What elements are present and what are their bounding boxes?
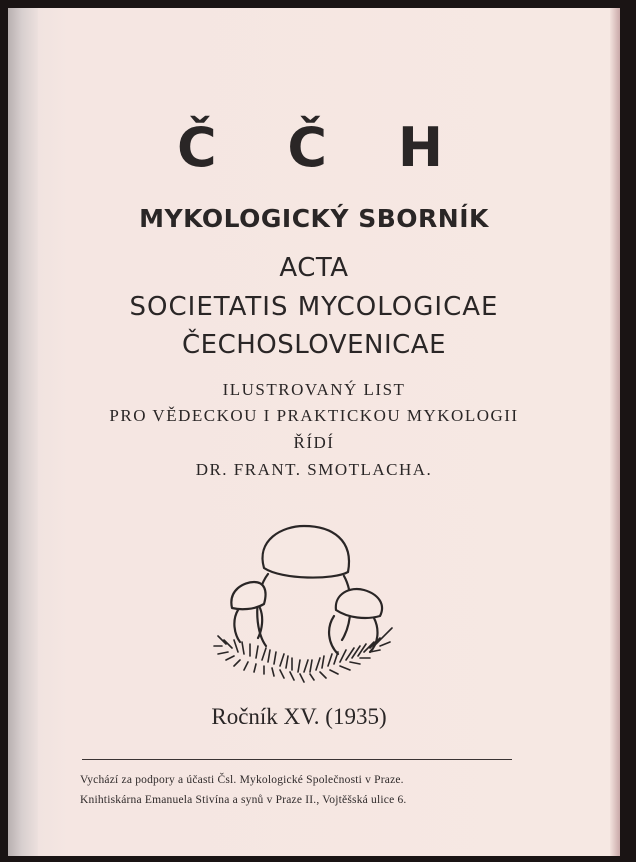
journal-title: Č Č H: [176, 116, 470, 179]
subtitle-line-3: ŘÍDÍ: [293, 433, 335, 452]
volume-label: Ročník XV. (1935): [211, 704, 387, 729]
title-line-4: ČECHOSLOVENICAE: [181, 330, 447, 360]
title-line-1: MYKOLOGICKÝ SBORNÍK: [139, 204, 489, 233]
subtitle-line-1: ILUSTROVANÝ LIST: [222, 380, 406, 399]
mushroom-icon: [204, 520, 404, 685]
publisher-note: Vychází za podpory a účasti Čsl. Mykologické Společnosti v Praze.: [80, 774, 404, 786]
footer-divider: [82, 759, 512, 760]
title-line-3: SOCIETATIS MYCOLOGICAE: [129, 292, 499, 322]
title-line-2: ACTA: [279, 253, 349, 283]
title-page: [8, 8, 620, 856]
printer-note: Knihtiskárna Emanuela Stivína a synů v Praze II., Vojtěšská ulice 6.: [80, 794, 407, 806]
subtitle-line-2: PRO VĚDECKOU I PRAKTICKOU MYKOLOGII: [109, 406, 519, 425]
editor-line: DR. FRANT. SMOTLACHA.: [195, 460, 433, 479]
